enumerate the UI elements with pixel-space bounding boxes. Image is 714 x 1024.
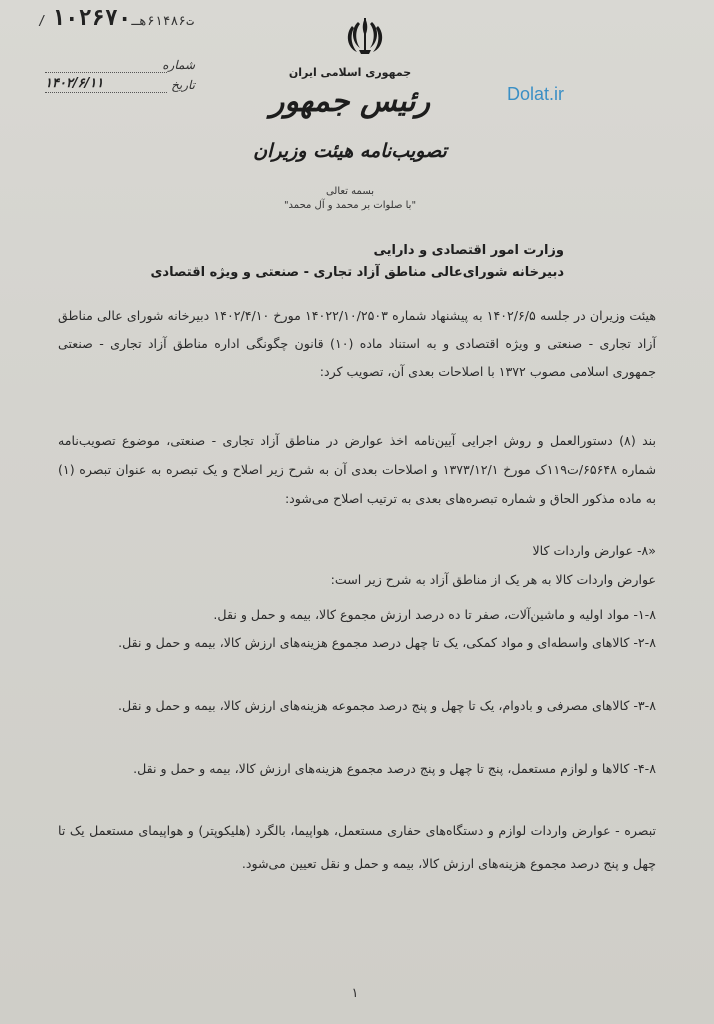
header-decree-title: تصویب‌نامه هیئت وزیران — [253, 140, 447, 162]
list-item: ۳-۸- کالاهای مصرفی و بادوام، یک تا چهل و پنج درصد مجموعه هزینه‌های ارزش کالا، بیمه و حمل و نقل. — [118, 698, 656, 713]
section-title: «۸- عوارض واردات کالا — [532, 543, 656, 558]
page-number: ۱ — [351, 986, 359, 1001]
list-item: ۱-۸- مواد اولیه و ماشین‌آلات، صفر تا ده درصد ارزش مجموع کالا، بیمه و حمل و نقل. — [213, 607, 656, 622]
watermark: Dolat.ir — [507, 84, 565, 104]
band8-paragraph: بند (۸) دستورالعمل و روش اجرایی آیین‌نامه اخذ عوارض در مناطق آزاد تجاری - صنعتی، موضوع تصویب‌نامه شماره ۶۵۶۴۸/ت۱۱۹ک مورخ ۱۳۷۳/۱۲/۱ و اصلاحات بعدی آن به شرح زیر اصلاح و یک تبصره به عنوان تبصره (۱) به ماده مذکور الحاق و شماره تبصره‌های بعدی به ترتیب اصلاح می‌شود: — [58, 433, 657, 506]
addressee-ministry: وزارت امور اقتصادی و دارایی — [373, 243, 564, 258]
header-bismillah: بسمه تعالی — [325, 186, 375, 197]
document-number — [38, 6, 194, 31]
meta-number-line — [45, 72, 167, 73]
list-item: ۴-۸- کالاها و لوازم مستعمل، پنج تا چهل و پنج درصد مجموع هزینه‌های ارزش کالا، بیمه و حمل و نقل. — [133, 761, 656, 776]
meta-date-value: ۱۴۰۲/۶/۱۱ — [45, 76, 104, 91]
addressee-secretariat: دبیرخانه شورای‌عالی مناطق آزاد تجاری - صنعتی و ویژه اقتصادی — [150, 265, 564, 280]
meta-date-row — [45, 78, 195, 92]
iran-emblem-icon — [343, 14, 387, 58]
meta-date-label: تاریخ — [171, 78, 195, 92]
section-lead: عوارض واردات کالا به هر یک از مناطق آزاد به شرح زیر است: — [330, 572, 656, 587]
note-paragraph: تبصره - عوارض واردات لوازم و دستگاه‌های حفاری مستعمل، هواپیما، بالگرد (هلیکوپتر) و هواپیمای مستعمل یک تا چهل و پنج درصد مجموع هزینه‌های ارزش کالا، بیمه و حمل و نقل تعیین می‌شود. — [58, 823, 656, 871]
header-salavat: "با صلوات بر محمد و آل محمد" — [283, 200, 417, 211]
intro-paragraph: هیئت وزیران در جلسه ۱۴۰۲/۶/۵ به پیشنهاد شماره ۱۴۰۲۲/۱۰/۲۵۰۳ مورخ ۱۴۰۲/۴/۱۰ دبیرخانه شورای عالی مناطق آزاد تجاری - صنعتی و ویژه اقتصادی و به استناد ماده (۱۰) قانون چگونگی اداره مناطق آزاد تجاری - صنعتی جمهوری اسلامی مصوب ۱۳۷۲ با اصلاحات بعدی آن، تصویب کرد: — [58, 308, 656, 379]
list-item: ۲-۸- کالاهای واسطه‌ای و مواد کمکی، یک تا چهل درصد مجموع هزینه‌های ارزش کالا، بیمه و حمل و نقل. — [118, 635, 656, 650]
header-president: رئیس جمهور — [269, 84, 431, 119]
meta-date-line — [45, 92, 167, 93]
meta-number-label: شماره — [162, 58, 195, 72]
document-number-value: ۱۰۲۶۷۰ — [51, 6, 132, 31]
header-republic: جمهوری اسلامی ایران — [288, 66, 412, 79]
document-number-suffix: /ت۶۱۴۸۶هـ — [38, 14, 194, 29]
meta-number-row — [45, 58, 195, 72]
